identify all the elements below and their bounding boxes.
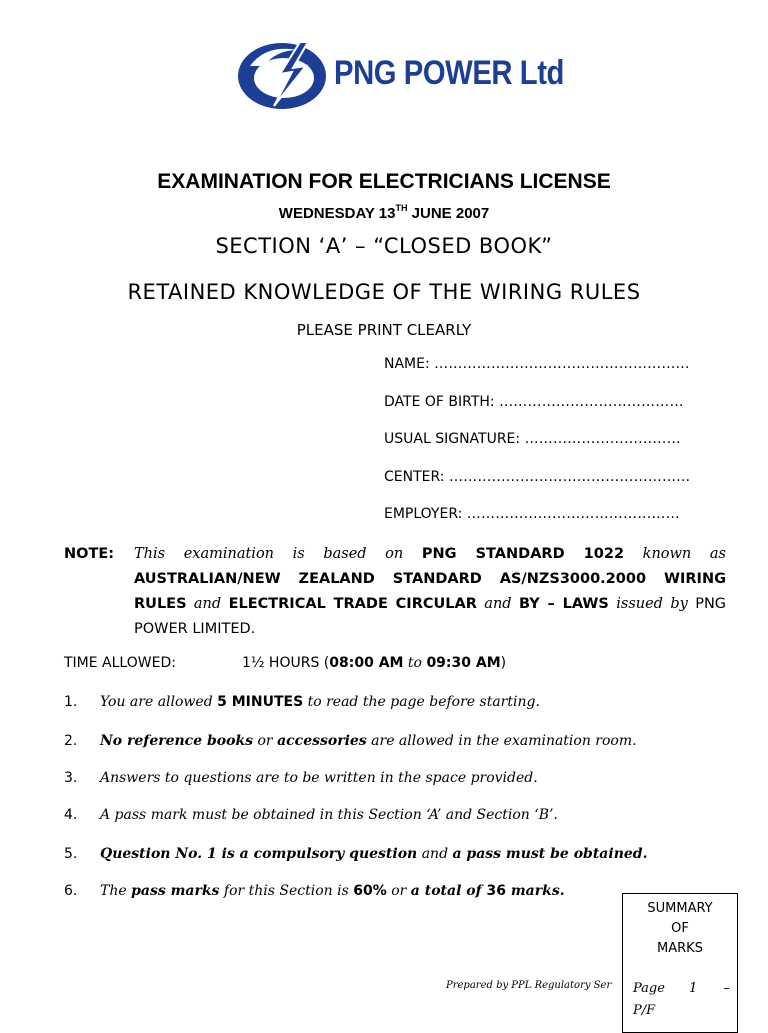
date-month-year: JUNE 2007 xyxy=(407,205,490,222)
rule-text: a pass must be obtained. xyxy=(452,846,648,862)
note-circular: ELECTRICAL TRADE CIRCULAR xyxy=(228,596,477,612)
rule-text: to read the page before starting. xyxy=(303,694,540,710)
time-to: to xyxy=(403,655,427,671)
lightning-swirl-icon xyxy=(236,36,336,116)
field-label: NAME: xyxy=(384,356,430,372)
exam-date xyxy=(0,203,768,222)
rule-text: marks. xyxy=(510,883,565,899)
summary-line: OF xyxy=(671,921,689,936)
rule-item xyxy=(64,883,565,899)
note-issuer: PNG POWER LIMITED. xyxy=(134,596,727,637)
rule-item xyxy=(64,846,647,862)
summary-heading xyxy=(623,899,737,959)
page-number: 1 xyxy=(688,981,698,996)
rule-text: 5 MINUTES xyxy=(217,694,304,710)
note-text: This examination is based on xyxy=(134,546,422,562)
subject-heading: RETAINED KNOWLEDGE OF THE WIRING RULES xyxy=(127,280,641,304)
field-blank: ………………………………… xyxy=(499,394,684,410)
field-label: EMPLOYER: xyxy=(384,506,463,522)
pass-fail-label: P/F xyxy=(633,1003,656,1018)
rule-number: 5. xyxy=(64,846,78,862)
rule-text: The xyxy=(100,883,132,899)
note-text: known as xyxy=(624,546,726,562)
footer-prepared-by: Prepared by PPL Regulatory Ser xyxy=(446,980,612,991)
note-text: issued by xyxy=(608,596,696,612)
time-start: 08:00 AM xyxy=(329,655,404,671)
rule-item xyxy=(64,807,558,823)
page-label: Page xyxy=(633,981,665,996)
rule-item xyxy=(64,733,637,749)
company-logo xyxy=(236,36,576,116)
summary-of-marks-box xyxy=(622,893,738,1033)
print-clearly-note: PLEASE PRINT CLEARLY xyxy=(296,321,472,339)
rule-text: or xyxy=(253,733,278,749)
note-text: and xyxy=(476,596,519,612)
rule-number: 1. xyxy=(64,694,78,710)
signature-field[interactable] xyxy=(384,431,681,447)
field-blank: …………………………… xyxy=(524,431,681,447)
employer-field[interactable] xyxy=(384,506,680,522)
date-of-birth-field[interactable] xyxy=(384,394,684,410)
rule-number: 6. xyxy=(64,883,78,899)
logo-text: PNG POWER Ltd xyxy=(334,54,564,92)
rule-text: for this Section is xyxy=(219,883,354,899)
rule-text: accessories xyxy=(277,733,367,749)
page-indicator xyxy=(633,978,733,1022)
rule-text: 60% xyxy=(353,883,387,899)
exam-title: EXAMINATION FOR ELECTRICIANS LICENSE xyxy=(157,170,611,193)
note-bylaws: BY – LAWS xyxy=(518,596,609,612)
rule-item xyxy=(64,694,540,710)
rule-number: 4. xyxy=(64,807,78,823)
summary-line: SUMMARY xyxy=(647,901,713,916)
time-allowed xyxy=(64,655,506,671)
field-label: USUAL SIGNATURE: xyxy=(384,431,521,447)
time-duration: 1½ HOURS ( xyxy=(242,655,330,671)
note-paragraph xyxy=(64,542,726,642)
note-standard: PNG STANDARD 1022 xyxy=(421,546,625,562)
rule-item xyxy=(64,770,538,786)
field-blank: ……………………………………… xyxy=(466,506,680,522)
section-heading: SECTION ‘A’ – “CLOSED BOOK” xyxy=(215,234,553,258)
rule-text: No reference books xyxy=(100,733,254,749)
rule-text: and xyxy=(417,846,453,862)
rule-text: You are allowed xyxy=(100,694,218,710)
field-blank: …………………………………………… xyxy=(448,469,691,485)
name-field[interactable] xyxy=(384,356,690,372)
time-close: ) xyxy=(500,655,507,671)
rule-text: Answers to questions are to be written in the space provided. xyxy=(100,770,538,786)
rule-text: 36 xyxy=(481,883,511,899)
rule-text: Question No. 1 is a compulsory question xyxy=(100,846,418,862)
note-text: and xyxy=(186,596,229,612)
field-blank: ……………………………………………… xyxy=(434,356,690,372)
rule-text: or xyxy=(386,883,411,899)
rule-text: a total of xyxy=(410,883,482,899)
rule-text: pass marks xyxy=(131,883,220,899)
date-text: WEDNESDAY 13 xyxy=(278,205,396,222)
time-end: 09:30 AM xyxy=(426,655,501,671)
rule-text: A pass mark must be obtained in this Section ‘A’ and Section ‘B’. xyxy=(100,807,558,823)
note-standard-name: AUSTRALIAN/NEW ZEALAND STANDARD AS/NZS3000.2000 WIRING RULES xyxy=(134,571,726,612)
note-label: NOTE: xyxy=(64,546,115,562)
field-label: CENTER: xyxy=(384,469,445,485)
rule-text: are allowed in the examination room. xyxy=(366,733,637,749)
center-field[interactable] xyxy=(384,469,690,485)
rule-number: 3. xyxy=(64,770,78,786)
rule-number: 2. xyxy=(64,733,78,749)
summary-line: MARKS xyxy=(657,941,703,956)
time-label: TIME ALLOWED: xyxy=(64,655,176,671)
note-body xyxy=(134,542,726,642)
page-dash: – xyxy=(723,981,730,996)
date-ordinal: TH xyxy=(395,203,408,213)
field-label: DATE OF BIRTH: xyxy=(384,394,495,410)
